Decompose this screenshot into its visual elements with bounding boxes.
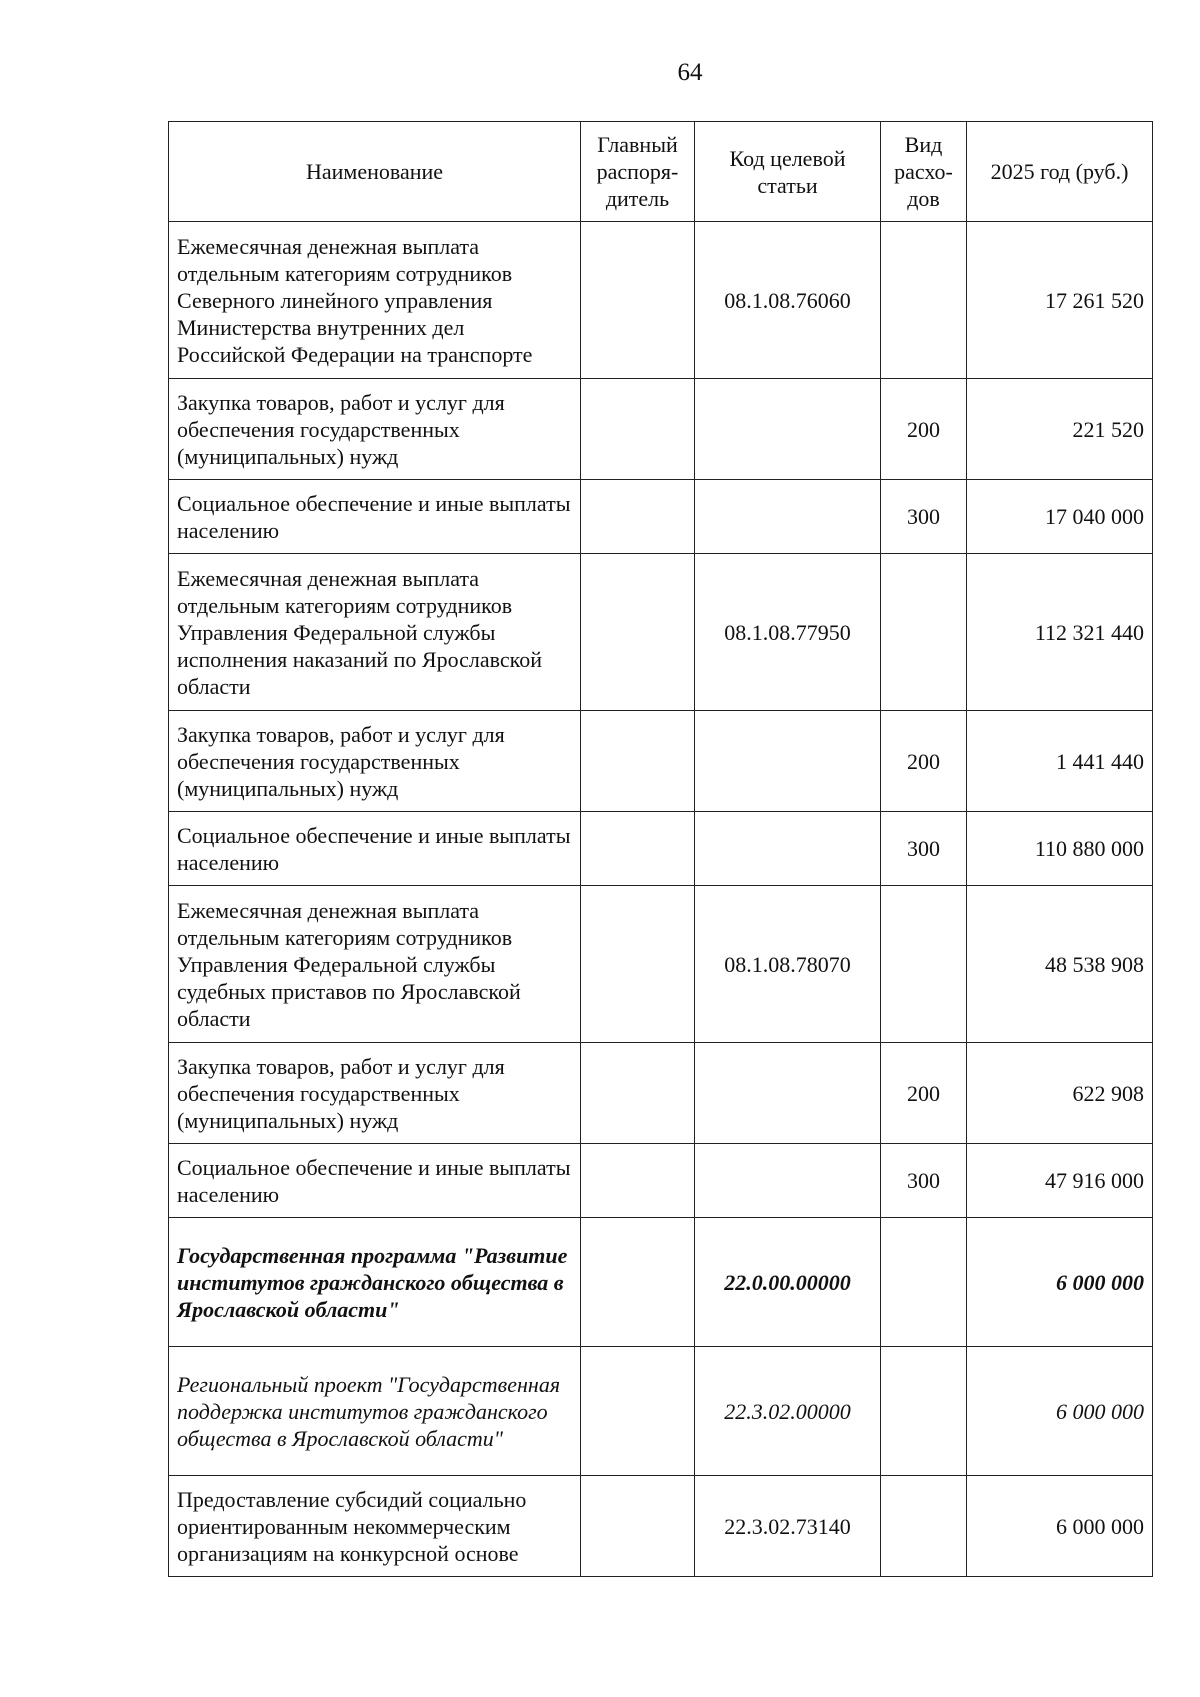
row-amount: 112 321 440 (967, 554, 1153, 711)
row-expense-type: 300 (881, 812, 967, 886)
budget-table (168, 121, 1153, 1577)
row-target-code: 22.0.00.00000 (695, 1218, 881, 1347)
header-amount-2025: 2025 год (руб.) (967, 122, 1153, 222)
row-main-manager (581, 1144, 695, 1218)
row-target-code: 22.3.02.73140 (695, 1476, 881, 1577)
row-name: Ежемесячная денежная выплата отдельным категориям сотрудников Управления Федеральной службы судебных приставов по Ярославской области (169, 886, 581, 1043)
row-target-code: 08.1.08.78070 (695, 886, 881, 1043)
header-target-code: Код целевой статьи (695, 122, 881, 222)
row-name: Закупка товаров, работ и услуг для обеспечения государственных (муниципальных) нужд (169, 379, 581, 480)
row-target-code (695, 1144, 881, 1218)
row-amount: 6 000 000 (967, 1218, 1153, 1347)
row-amount: 48 538 908 (967, 886, 1153, 1043)
row-name: Закупка товаров, работ и услуг для обеспечения государственных (муниципальных) нужд (169, 711, 581, 812)
row-amount: 17 040 000 (967, 480, 1153, 554)
row-name: Социальное обеспечение и иные выплаты населению (169, 812, 581, 886)
row-name: Ежемесячная денежная выплата отдельным категориям сотрудников Управления Федеральной службы исполнения наказаний по Ярославской области (169, 554, 581, 711)
row-expense-type: 200 (881, 379, 967, 480)
table-row-program (169, 1218, 1153, 1347)
row-name: Социальное обеспечение и иные выплаты населению (169, 480, 581, 554)
row-amount: 622 908 (967, 1043, 1153, 1144)
table-row (169, 711, 1153, 812)
table-row (169, 1043, 1153, 1144)
row-name: Закупка товаров, работ и услуг для обеспечения государственных (муниципальных) нужд (169, 1043, 581, 1144)
row-amount: 110 880 000 (967, 812, 1153, 886)
table-row (169, 222, 1153, 379)
row-expense-type: 200 (881, 711, 967, 812)
header-main-manager: Главный распоря-дитель (581, 122, 695, 222)
row-main-manager (581, 379, 695, 480)
row-name: Региональный проект "Государственная поддержка институтов гражданского общества в Ярославской области" (169, 1347, 581, 1476)
row-name: Государственная программа "Развитие институтов гражданского общества в Ярославской области" (169, 1218, 581, 1347)
row-name: Социальное обеспечение и иные выплаты населению (169, 1144, 581, 1218)
row-expense-type (881, 886, 967, 1043)
row-main-manager (581, 1476, 695, 1577)
row-expense-type (881, 1476, 967, 1577)
row-amount: 6 000 000 (967, 1476, 1153, 1577)
row-target-code (695, 480, 881, 554)
row-name: Предоставление субсидий социально ориентированным некоммерческим организациям на конкурсной основе (169, 1476, 581, 1577)
row-main-manager (581, 1043, 695, 1144)
row-expense-type: 200 (881, 1043, 967, 1144)
row-main-manager (581, 480, 695, 554)
table-row (169, 554, 1153, 711)
row-target-code: 08.1.08.77950 (695, 554, 881, 711)
page-number: 64 (677, 59, 703, 86)
table-row (169, 1476, 1153, 1577)
row-main-manager (581, 554, 695, 711)
row-amount: 47 916 000 (967, 1144, 1153, 1218)
row-expense-type: 300 (881, 480, 967, 554)
row-main-manager (581, 222, 695, 379)
table-row (169, 812, 1153, 886)
row-amount: 221 520 (967, 379, 1153, 480)
row-amount: 1 441 440 (967, 711, 1153, 812)
table-row (169, 886, 1153, 1043)
table-row (169, 480, 1153, 554)
row-name: Ежемесячная денежная выплата отдельным категориям сотрудников Северного линейного управления Министерства внутренних дел Российской Федерации на транспорте (169, 222, 581, 379)
row-target-code (695, 812, 881, 886)
row-expense-type (881, 222, 967, 379)
row-amount: 17 261 520 (967, 222, 1153, 379)
table-row (169, 1144, 1153, 1218)
row-main-manager (581, 711, 695, 812)
row-target-code (695, 379, 881, 480)
row-expense-type: 300 (881, 1144, 967, 1218)
table-row (169, 379, 1153, 480)
row-main-manager (581, 886, 695, 1043)
row-main-manager (581, 1218, 695, 1347)
row-target-code (695, 711, 881, 812)
row-amount: 6 000 000 (967, 1347, 1153, 1476)
row-target-code (695, 1043, 881, 1144)
row-main-manager (581, 812, 695, 886)
header-expense-type: Вид расхо-дов (881, 122, 967, 222)
header-name: Наименование (169, 122, 581, 222)
row-expense-type (881, 1347, 967, 1476)
row-expense-type (881, 554, 967, 711)
row-expense-type (881, 1218, 967, 1347)
row-target-code: 22.3.02.00000 (695, 1347, 881, 1476)
row-target-code: 08.1.08.76060 (695, 222, 881, 379)
row-main-manager (581, 1347, 695, 1476)
table-row-project (169, 1347, 1153, 1476)
table-header-row (169, 122, 1153, 222)
